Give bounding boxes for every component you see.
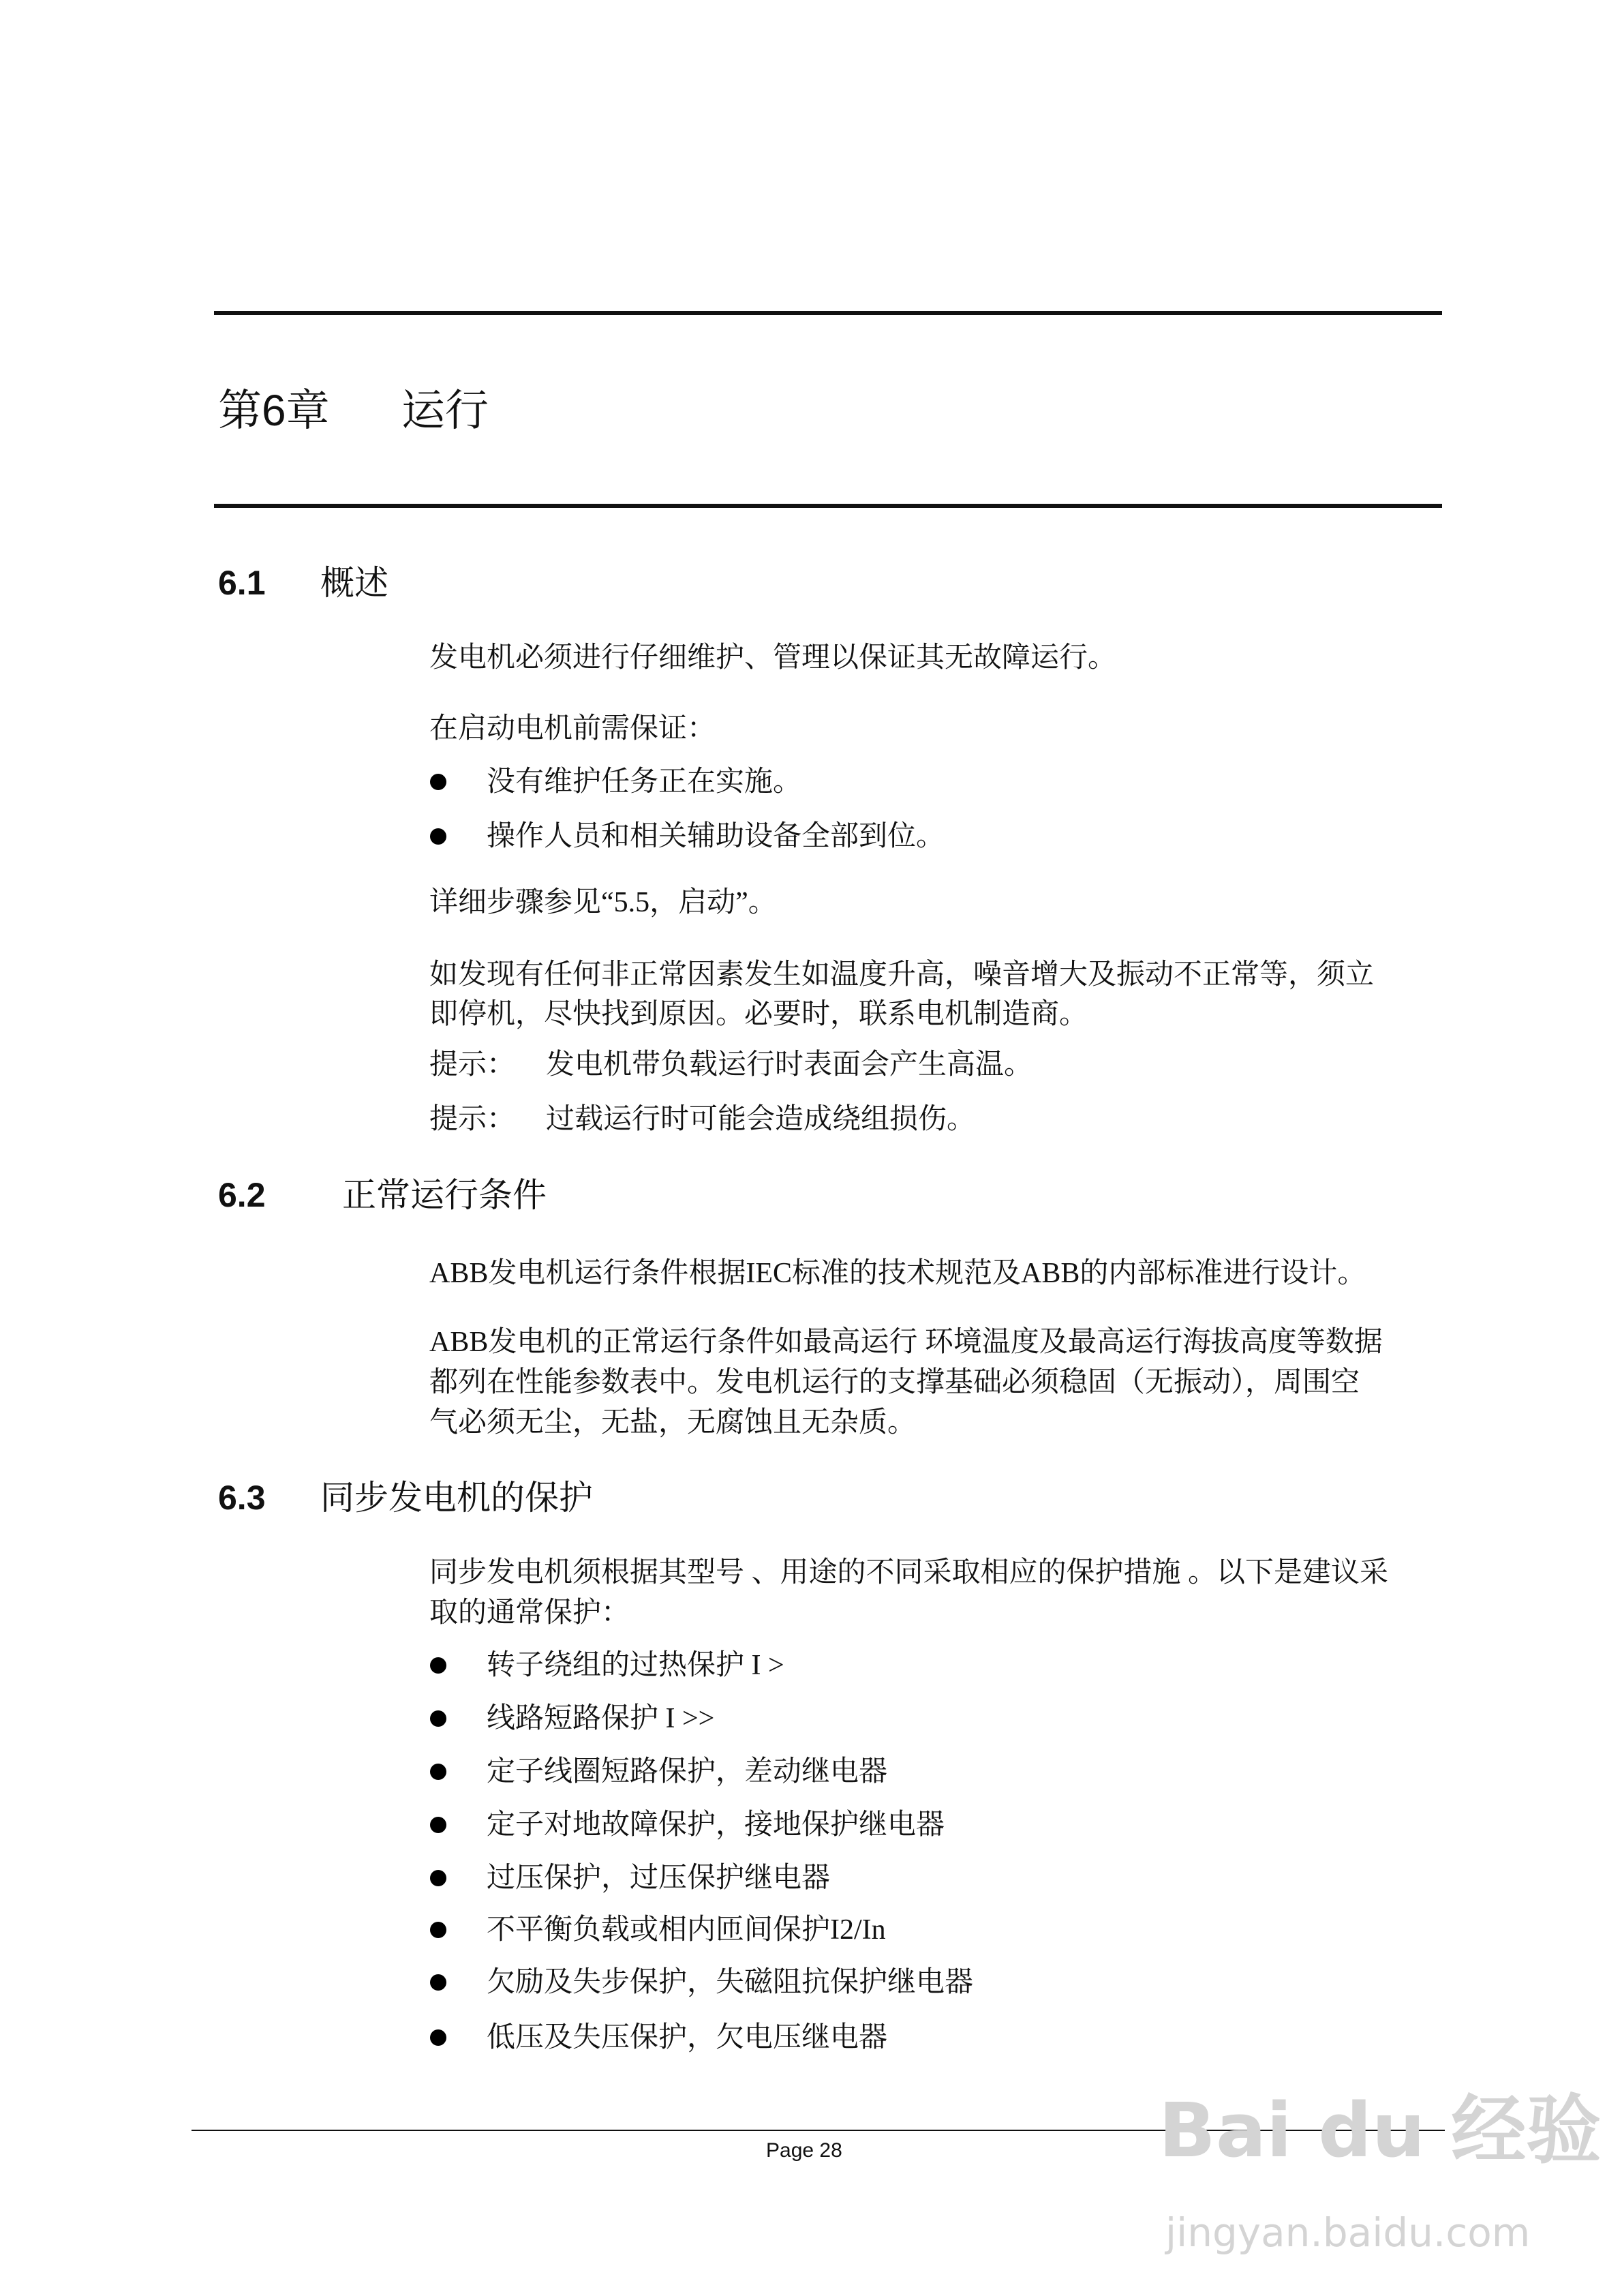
- section-heading-6-2: [218, 1173, 547, 1217]
- list-item: 定子对地故障保护，接地保护继电器: [487, 1809, 945, 1841]
- page-number: Page 28: [766, 2139, 842, 2162]
- note-text: 发电机带负载运行时表面会产生高温。: [546, 1049, 1033, 1081]
- paragraph-line: ABB发电机的正常运行条件如最高运行 环境温度及最高运行海拔高度等数据: [429, 1327, 1383, 1358]
- paragraph: 详细步骤参见“5.5，启动”。: [429, 887, 777, 918]
- section-title: 同步发电机的保护: [320, 1479, 593, 1517]
- paragraph: ABB发电机运行条件根据IEC标准的技术规范及ABB的内部标准进行设计。: [429, 1258, 1366, 1289]
- bullet-icon: [430, 774, 446, 790]
- bullet-icon: [430, 2029, 446, 2046]
- bullet-icon: [430, 1870, 446, 1886]
- paragraph-line: 同步发电机须根据其型号 、用途的不同采取相应的保护措施 。以下是建议采: [429, 1557, 1389, 1588]
- list-item: 没有维护任务正在实施。: [487, 766, 802, 798]
- paragraph-line: 都列在性能参数表中。发电机运行的支撑基础必须稳固（无振动），周围空: [429, 1367, 1360, 1398]
- list-item: 操作人员和相关辅助设备全部到位。: [487, 821, 945, 852]
- note-label: 提示：: [429, 1049, 516, 1081]
- list-item: 欠励及失步保护，失磁阻抗保护继电器: [487, 1967, 974, 1998]
- bullet-icon: [430, 1764, 446, 1780]
- paragraph-line: 气必须无尘，无盐，无腐蚀且无杂质。: [429, 1407, 917, 1438]
- paragraph-line: 如发现有任何非正常因素发生如温度升高，噪音增大及振动不正常等，须立: [429, 959, 1375, 991]
- chapter-title: 运行: [401, 386, 489, 435]
- paragraph: 在启动电机前需保证：: [429, 713, 716, 744]
- paragraph: 发电机必须进行仔细维护、管理以保证其无故障运行。: [429, 642, 1117, 674]
- paragraph-line: 取的通常保护：: [429, 1597, 630, 1629]
- baidu-jingyan-watermark-logo: [1159, 2079, 1602, 2284]
- section-heading-6-1: [218, 561, 388, 605]
- bullet-icon: [430, 1817, 446, 1833]
- note-text: 过载运行时可能会造成绕组损伤。: [546, 1104, 976, 1135]
- list-item: 转子绕组的过热保护 I >: [487, 1650, 784, 1681]
- list-item: 不平衡负载或相内匝间保护I2/In: [487, 1914, 886, 1946]
- chapter-bottom-rule: [214, 504, 1442, 508]
- chapter-heading: [218, 383, 489, 438]
- section-number: 6.2: [218, 1176, 266, 1214]
- list-item: 线路短路保护 I >>: [487, 1703, 715, 1734]
- bullet-icon: [430, 1974, 446, 1991]
- section-number: 6.1: [218, 564, 266, 602]
- bullet-icon: [430, 828, 446, 845]
- section-number: 6.3: [218, 1479, 266, 1517]
- bullet-icon: [430, 1710, 446, 1727]
- bullet-icon: [430, 1657, 446, 1674]
- bullet-icon: [430, 1922, 446, 1938]
- section-heading-6-3: [218, 1476, 593, 1520]
- list-item: 低压及失压保护，欠电压继电器: [487, 2022, 888, 2053]
- chapter-number: 第6章: [218, 386, 330, 435]
- note-label: 提示：: [429, 1104, 516, 1135]
- section-title: 正常运行条件: [342, 1176, 547, 1214]
- watermark-brand: Bai du 经验: [1159, 2087, 1602, 2174]
- paragraph-line: 即停机，尽快找到原因。必要时，联系电机制造商。: [429, 999, 1088, 1030]
- list-item: 定子线圈短路保护，差动继电器: [487, 1756, 888, 1787]
- section-title: 概述: [320, 564, 388, 602]
- watermark-url: jingyan.baidu.com: [1165, 2209, 1531, 2256]
- list-item: 过压保护，过压保护继电器: [487, 1862, 831, 1894]
- top-rule: [214, 311, 1442, 315]
